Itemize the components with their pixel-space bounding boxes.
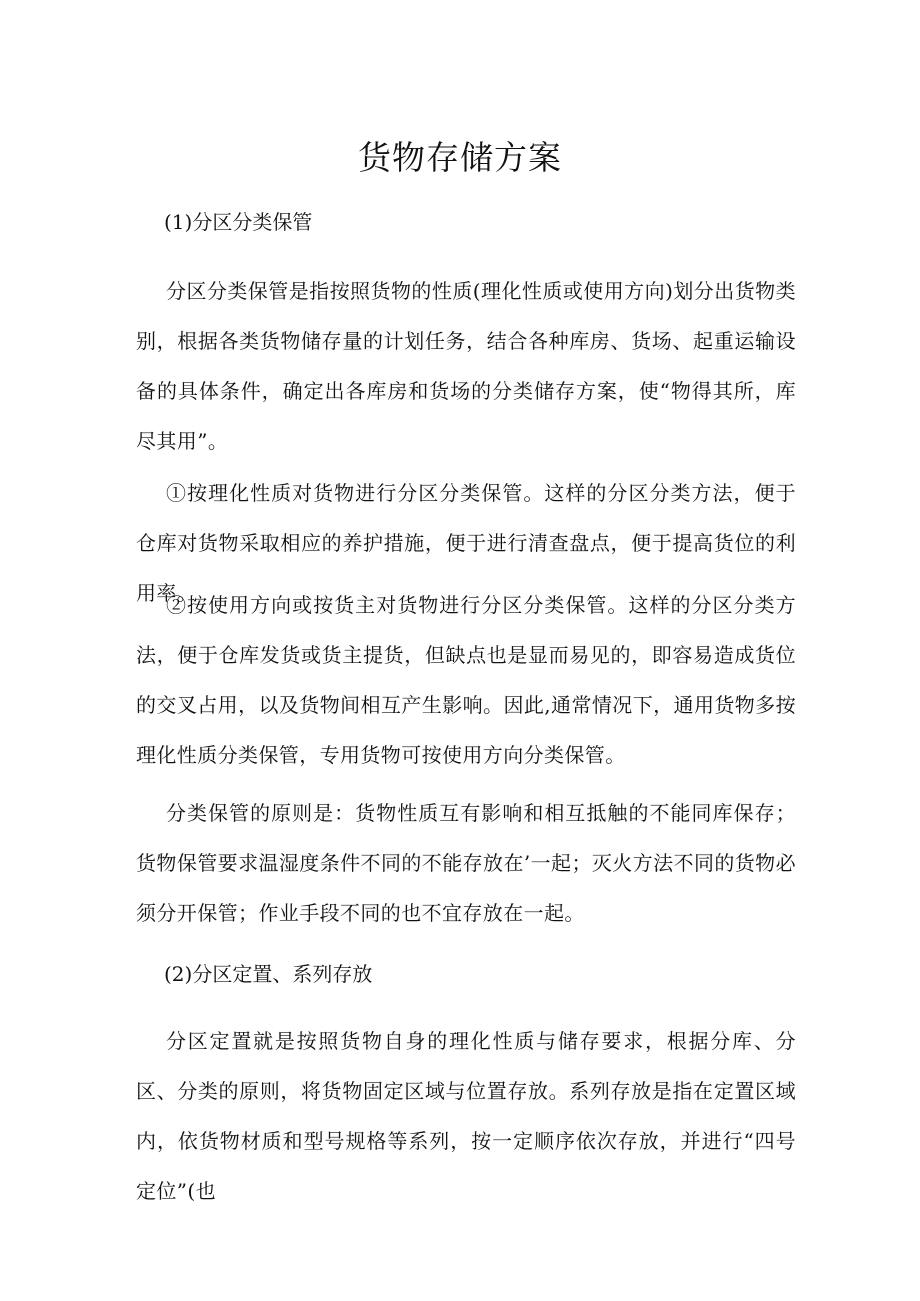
paragraph-fixed-location: 分区定置就是按照货物自身的理化性质与储存要求，根据分库、分区、分类的原则，将货物固定区域与位置存放。系列存放是指在定置区域内，依货物材质和型号规格等系列，按一定顺序依次存放，并进行“四号定位”(也 xyxy=(136,1029,796,1203)
document-title: 货物存储方案 xyxy=(358,138,562,177)
section-heading-1: (1)分区分类保管 xyxy=(164,210,313,234)
paragraph-by-usage: ②按使用方向或按货主对货物进行分区分类保管。这样的分区分类方法，便于仓库发货或货主提货，但缺点也是显而易见的，即容易造成货位的交叉占用，以及货物间相互产生影响。因此,通常情况下，通用货物多按理化性质分类保管，专用货物可按使用方向分类保管。 xyxy=(136,593,796,767)
paragraph-principles: 分类保管的原则是：货物性质互有影响和相互抵触的不能同库保存；货物保管要求温湿度条件不同的不能存放在’一起；灭火方法不同的货物必须分开保管；作业手段不同的也不宜存放在一起。 xyxy=(136,801,796,925)
paragraph-by-properties: ①按理化性质对货物进行分区分类保管。这样的分区分类方法，便于仓库对货物采取相应的养护措施，便于进行清查盘点，便于提高货位的利用率。 xyxy=(136,481,796,605)
section-heading-2: (2)分区定置、系列存放 xyxy=(164,962,373,986)
paragraph-definition: 分区分类保管是指按照货物的性质(理化性质或使用方向)划分出货物类别，根据各类货物储存量的计划任务，结合各种库房、货场、起重运输设备的具体条件，确定出各库房和货场的分类储存方案，使“物得其所，库尽其用”。 xyxy=(136,279,796,453)
